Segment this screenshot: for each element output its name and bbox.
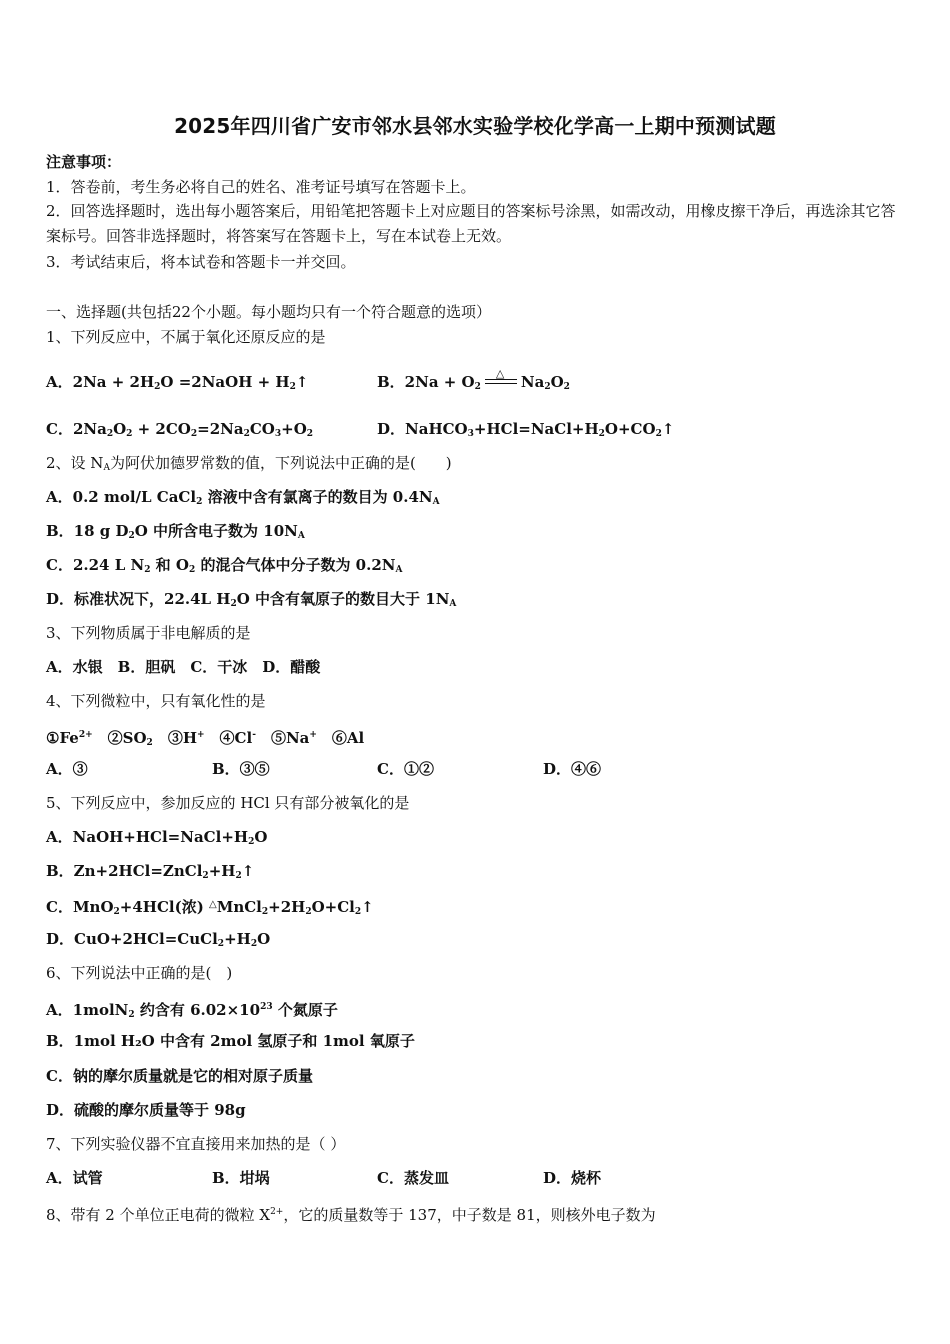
q5-option-a: A．$NaOH+HCl=NaCl+H_2O$ bbox=[46, 828, 268, 847]
q2-option-d: D．标准状况下，22.4L $H_2O$ 中含有氧原子的数目大于 $1N_A$ bbox=[46, 590, 457, 609]
q4-option-c: C．①② bbox=[377, 760, 434, 778]
notice-item-2: 2．回答选择题时，选出每小题答案后，用铅笔把答题卡上对应题目的答案标号涂黑，如需改动，用橡皮擦干净后，再选涂其它答案标号。回答非选择题时，将答案写在答题卡上，写在本试卷上无效。 bbox=[46, 202, 896, 245]
q1-option-b: B．$2Na + O_2$ △ $Na_2O_2$ bbox=[377, 367, 570, 392]
q1-option-c: C．$2Na_2O_2 + 2CO_2=2Na_2CO_3+O_2$ bbox=[46, 420, 314, 439]
q7-option-a: A．试管 bbox=[46, 1169, 103, 1187]
q5-option-b: B．$Zn+2HCl=ZnCl_2+H_2↑$ bbox=[46, 862, 255, 881]
q2-option-a: A．0.2 mol/L CaCl$_2$ 溶液中含有氯离子的数目为 $0.4N_A$ bbox=[46, 488, 440, 507]
q1-option-d: D．$NaHCO_3+HCl=NaCl+H_2O+CO_2↑$ bbox=[377, 420, 675, 439]
question-7-stem: 7、下列实验仪器不宜直接用来加热的是（ ） bbox=[46, 1135, 346, 1153]
q4-option-b: B．③⑤ bbox=[212, 760, 270, 778]
q6-option-c: C．钠的摩尔质量就是它的相对原子质量 bbox=[46, 1067, 313, 1085]
q4-option-a: A．③ bbox=[46, 760, 88, 778]
question-8-stem: 8、带有 2 个单位正电荷的微粒 $X^{2+}$，它的质量数等于 137，中子数是 81，则核外电子数为 bbox=[46, 1206, 656, 1224]
notice-item-1: 1．答卷前，考生务必将自己的姓名、准考证号填写在答题卡上。 bbox=[46, 178, 476, 196]
question-2-stem: 2、设 $N_A$为阿伏加德罗常数的值，下列说法中正确的是( ) bbox=[46, 454, 452, 473]
question-6-stem: 6、下列说法中正确的是( ) bbox=[46, 964, 233, 982]
q7-option-d: D．烧杯 bbox=[543, 1169, 602, 1187]
q5-option-c: C．MnO$_2$+4HCl(浓) $^\triangle MnCl_2+2H_2O+Cl_2↑$ bbox=[46, 898, 374, 917]
q2-option-c: C．2.24 L $N_2$ 和 $O_2$ 的混合气体中分子数为 $0.2N_A$ bbox=[46, 556, 403, 575]
notice-heading: 注意事项： bbox=[46, 153, 122, 171]
q2-option-b: B．18 g $D_2O$ 中所含电子数为 $10N_A$ bbox=[46, 522, 305, 541]
q4-option-d: D．④⑥ bbox=[543, 760, 602, 778]
question-5-stem: 5、下列反应中，参加反应的 HCl 只有部分被氧化的是 bbox=[46, 794, 410, 812]
question-3-stem: 3、下列物质属于非电解质的是 bbox=[46, 624, 251, 642]
q1-option-a: A．$2Na + 2H_2O$ =2NaOH + $H_2↑$ bbox=[46, 373, 309, 392]
q6-option-a: A．1molN$_2$ 约含有 $6.02\times 10^{23}$ 个氮原子 bbox=[46, 1001, 338, 1020]
section-heading: 一、选择题(共包括22个小题。每小题均只有一个符合题意的选项） bbox=[46, 303, 491, 321]
q6-option-b: B．1mol H₂O 中含有 2mol 氢原子和 1mol 氧原子 bbox=[46, 1032, 415, 1050]
q7-option-c: C．蒸发皿 bbox=[377, 1169, 449, 1187]
notice-item-3: 3．考试结束后，将本试卷和答题卡一并交回。 bbox=[46, 253, 356, 271]
q3-options: A．水银 B．胆矾 C．干冰 D．醋酸 bbox=[46, 658, 321, 676]
q5-option-d: D．$CuO+2HCl=CuCl_2+H_2O$ bbox=[46, 930, 271, 949]
q4-particles: $①Fe^{2+}$ $②SO_2$ ③H+ ④Cl- ⑤Na+ ⑥Al bbox=[46, 729, 365, 748]
question-1-stem: 1、下列反应中，不属于氧化还原反应的是 bbox=[46, 328, 326, 346]
page-title: 2025年四川省广安市邻水县邻水实验学校化学高一上期中预测试题 bbox=[174, 114, 776, 138]
q6-option-d: D．硫酸的摩尔质量等于 98g bbox=[46, 1101, 246, 1119]
q7-option-b: B．坩埚 bbox=[212, 1169, 270, 1187]
question-4-stem: 4、下列微粒中，只有氧化性的是 bbox=[46, 692, 266, 710]
heating-condition: △ bbox=[485, 373, 517, 393]
